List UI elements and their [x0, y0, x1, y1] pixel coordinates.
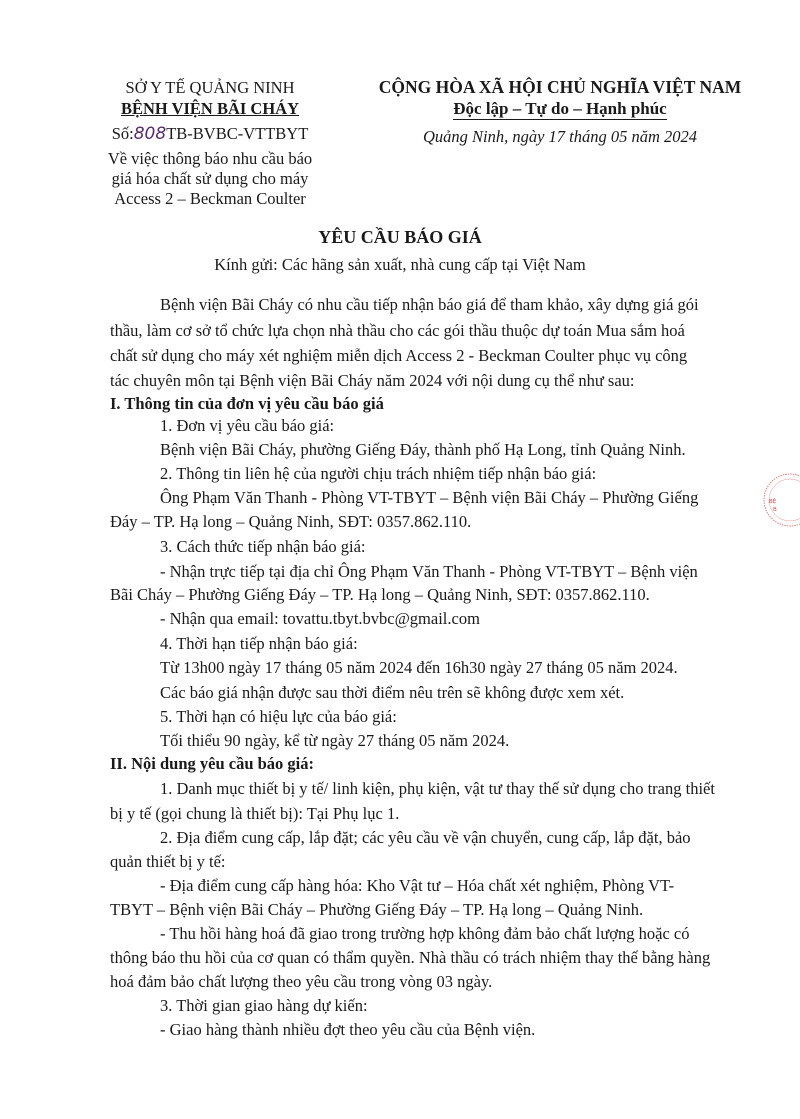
section-1-line: Bãi Cháy – Phường Giếng Đáy – TP. Hạ long – Quảng Ninh, SĐT: 0357.862.110.: [110, 585, 650, 604]
section-1-line: 1. Đơn vị yêu cầu báo giá:: [160, 416, 335, 435]
section-1-line: Đáy – TP. Hạ long – Quảng Ninh, SĐT: 0357.862.110.: [110, 512, 472, 531]
section-1-line: Các báo giá nhận được sau thời điểm nêu trên sẽ không được xem xét.: [160, 683, 625, 702]
section-1-line: - Nhận trực tiếp tại địa chỉ Ông Phạm Văn Thanh - Phòng VT-TBYT – Bệnh viện: [160, 562, 698, 581]
hospital-stamp-icon: [760, 440, 800, 560]
stamp-text-1: BỆ: [769, 499, 777, 505]
section-1-line: Ông Phạm Văn Thanh - Phòng VT-TBYT – Bệnh viện Bãi Cháy – Phường Giếng: [160, 488, 699, 507]
section-1-line: Bệnh viện Bãi Cháy, phường Giếng Đáy, thành phố Hạ Long, tỉnh Quảng Ninh.: [160, 440, 686, 459]
section-2-line: - Địa điểm cung cấp hàng hóa: Kho Vật tư – Hóa chất xét nghiệm, Phòng VT-: [160, 876, 675, 895]
issuer-hospital: [100, 99, 320, 119]
section-1-line: 2. Thông tin liên hệ của người chịu trách nhiệm tiếp nhận báo giá:: [160, 464, 597, 483]
intro-line-2: thầu, làm cơ sở tổ chức lựa chọn nhà thầu cho các gói thầu thuộc dự toán Mua sắm hoá: [110, 321, 685, 340]
stamp-text-2: B: [773, 507, 777, 513]
recipient: Kính gửi: Các hãng sản xuất, nhà cung cấp tại Việt Nam: [214, 255, 586, 274]
section-2-heading: II. Nội dung yêu cầu báo giá:: [110, 754, 315, 773]
country-name: CỘNG HÒA XÃ HỘI CHỦ NGHĨA VIỆT NAM: [378, 77, 742, 97]
issuer-ministry: SỞ Y TẾ QUẢNG NINH: [125, 78, 295, 97]
page-title: YÊU CẦU BÁO GIÁ: [318, 227, 482, 247]
section-1-line: 3. Cách thức tiếp nhận báo giá:: [160, 537, 366, 556]
section-1-line: Tối thiểu 90 ngày, kể từ ngày 27 tháng 05 năm 2024.: [160, 731, 510, 750]
doc-no-handwritten: 808: [133, 124, 167, 144]
section-2-line: 3. Thời gian giao hàng dự kiến:: [160, 996, 368, 1015]
section-1-line: 5. Thời hạn có hiệu lực của báo giá:: [160, 707, 397, 726]
section-2-line: - Thu hồi hàng hoá đã giao trong trường hợp không đảm bảo chất lượng hoặc có: [160, 924, 690, 943]
subject-line-2: giá hóa chất sử dụng cho máy: [111, 169, 309, 188]
subject-line-1: Về việc thông báo nhu cầu báo: [107, 149, 313, 168]
section-2-line: bị y tế (gọi chung là thiết bị): Tại Phụ lục 1.: [110, 804, 400, 823]
section-2-line: quản thiết bị y tế:: [110, 852, 226, 871]
section-2-line: - Giao hàng thành nhiều đợt theo yêu cầu của Bệnh viện.: [160, 1020, 536, 1039]
intro-line-1: Bệnh viện Bãi Cháy có nhu cầu tiếp nhận báo giá để tham khảo, xây dựng giá gói: [160, 295, 699, 314]
motto-text: Độc lập – Tự do – Hạnh phúc: [453, 99, 667, 118]
section-1-heading: I. Thông tin của đơn vị yêu cầu báo giá: [110, 394, 384, 413]
doc-no-prefix: Số:: [111, 124, 134, 143]
place-date: Quảng Ninh, ngày 17 tháng 05 năm 2024: [422, 127, 698, 146]
section-1-line: - Nhận qua email: tovattu.tbyt.bvbc@gmail.com: [160, 609, 480, 628]
subject-line-3: Access 2 – Beckman Coulter: [114, 189, 306, 208]
section-1-line: Từ 13h00 ngày 17 tháng 05 năm 2024 đến 16h30 ngày 27 tháng 05 năm 2024.: [160, 658, 678, 677]
national-motto: [350, 99, 770, 119]
doc-no-suffix: TB-BVBC-VTTBYT: [166, 124, 309, 143]
section-2-line: TBYT – Bệnh viện Bãi Cháy – Phường Giếng Đáy – TP. Hạ long – Quảng Ninh.: [110, 900, 644, 919]
intro-line-4: tác chuyên môn tại Bệnh viện Bãi Cháy năm 2024 với nội dung cụ thể như sau:: [110, 371, 635, 390]
section-2-line: 1. Danh mục thiết bị y tế/ linh kiện, phụ kiện, vật tư thay thế sử dụng cho trang thiết: [160, 779, 715, 798]
section-1-line: 4. Thời hạn tiếp nhận báo giá:: [160, 634, 358, 653]
section-2-line: hoá đảm bảo chất lượng theo yêu cầu trong vòng 03 ngày.: [110, 972, 493, 991]
intro-line-3: chất sử dụng cho máy xét nghiệm miễn dịch Access 2 - Beckman Coulter phục vụ công: [110, 346, 688, 365]
section-2-line: 2. Địa điểm cung cấp, lắp đặt; các yêu cầu về vận chuyển, cung cấp, lắp đặt, bảo: [160, 828, 691, 847]
document-number: [100, 124, 320, 144]
section-2-line: thông báo thu hồi của cơ quan có thẩm quyền. Nhà thầu có trách nhiệm thay thế bằng hàng: [110, 948, 711, 967]
issuer-hospital-name: BỆNH VIỆN BÃI CHÁY: [120, 99, 300, 118]
